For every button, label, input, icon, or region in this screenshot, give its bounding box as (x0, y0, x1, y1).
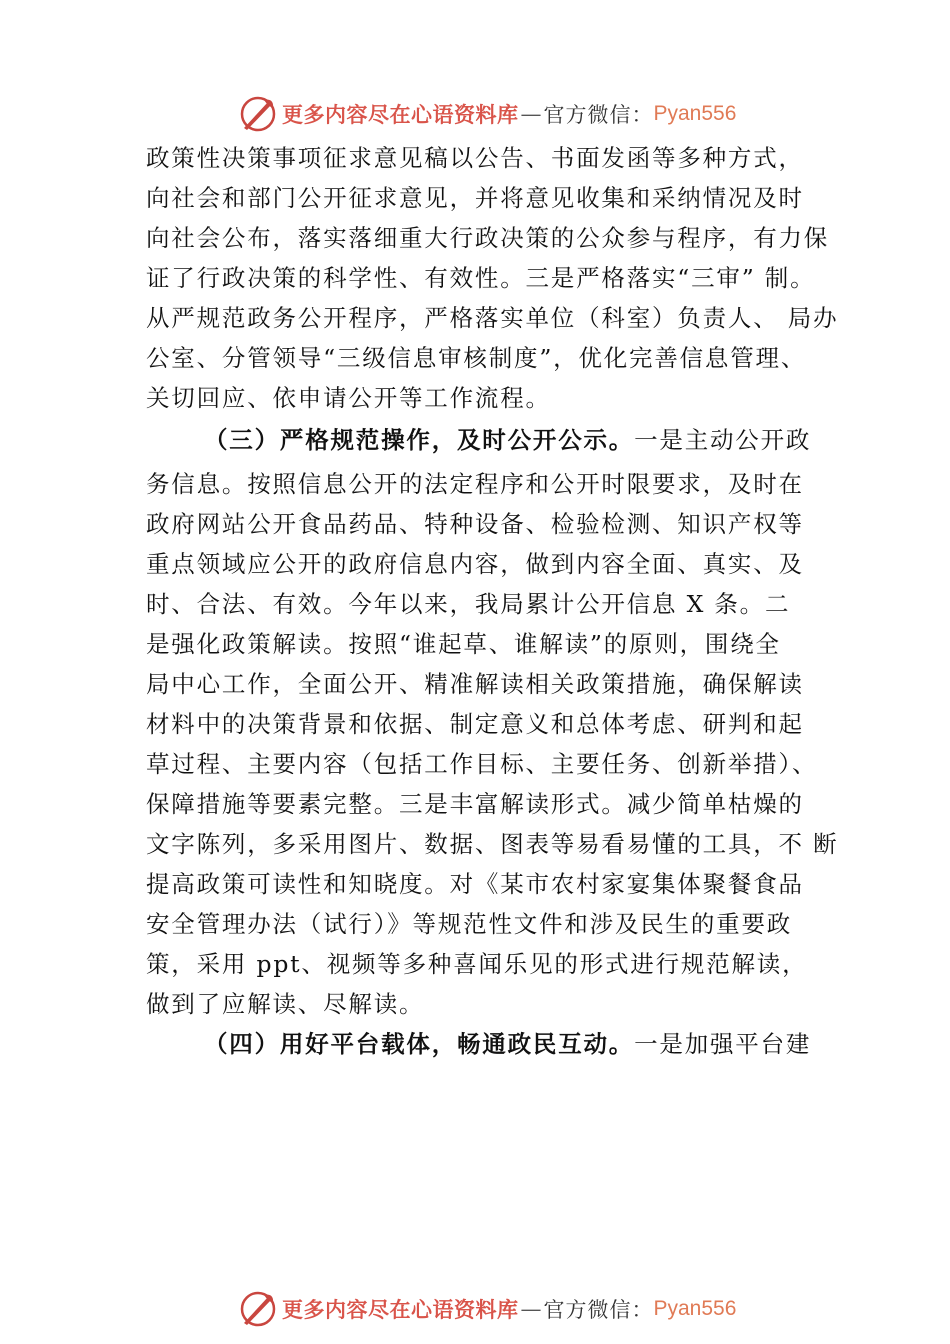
text-line: 务信息。按照信息公开的法定程序和公开时限要求，及时在 (146, 470, 804, 498)
text-line: 草过程、主要内容（包括工作目标、主要任务、创新举措）、 (146, 750, 818, 778)
text-line: 政府网站公开食品药品、特种设备、检验检测、知识产权等 (146, 510, 804, 538)
text-line: 向社会和部门公开征求意见，并将意见收集和采纳情况及时 (146, 184, 804, 212)
brand-text: 更多内容尽在心语资料库 (282, 102, 519, 127)
text-line: 安全管理办法（试行）》等规范性文件和涉及民生的重要政 (146, 910, 793, 938)
text-line: 策，采用 ppt、视频等多种喜闻乐见的形式进行规范解读， (146, 950, 808, 978)
text-line: 重点领域应公开的政府信息内容，做到内容全面、真实、及 (146, 550, 804, 578)
separator: — (520, 102, 542, 126)
quill-pen-logo-icon (238, 94, 278, 134)
text-line: 公室、分管领导“三级信息审核制度”，优化完善信息管理、 (146, 344, 807, 372)
wechat-label: 官方微信： (543, 103, 654, 127)
text-line: 时、合法、有效。今年以来，我局累计公开信息 X 条。二 (146, 590, 791, 618)
text-line: 关切回应、依申请公开等工作流程。 (146, 384, 551, 412)
section-heading-line: （三）严格规范操作，及时公开公示。一是主动公开政 (204, 426, 812, 454)
text-line: 保障措施等要素完整。三是丰富解读形式。减少简单枯燥的 (146, 790, 804, 818)
wechat-label: 官方微信： (543, 1298, 654, 1322)
text-line: 文字陈列，多采用图片、数据、图表等易看易懂的工具，不 断 (146, 830, 839, 858)
wechat-id: Pyan556 (653, 1297, 737, 1320)
quill-pen-logo-icon (238, 1289, 278, 1329)
footer-banner (238, 1289, 736, 1329)
text-line: 局中心工作，全面公开、精准解读相关政策措施，确保解读 (146, 670, 804, 698)
text-line: 从严规范政务公开程序，严格落实单位（科室）负责人、 局办 (146, 304, 839, 332)
text-line: 做到了应解读、尽解读。 (146, 990, 425, 1018)
brand-text: 更多内容尽在心语资料库 (282, 1297, 519, 1322)
text-line: 证了行政决策的科学性、有效性。三是严格落实“三审” 制。 (146, 264, 816, 292)
section-heading: （四）用好平台载体，畅通政民互动。 (204, 1030, 635, 1058)
text-line: 向社会公布，落实落细重大行政决策的公众参与程序，有力保 (146, 224, 830, 252)
header-banner (238, 94, 736, 134)
section-heading-line: （四）用好平台载体，畅通政民互动。一是加强平台建 (204, 1030, 812, 1058)
text-line: 提高政策可读性和知晓度。对《某市农村家宴集体聚餐食品 (146, 870, 804, 898)
text-line: 政策性决策事项征求意见稿以公告、书面发函等多种方式， (146, 144, 804, 172)
section-heading: （三）严格规范操作，及时公开公示。 (204, 426, 635, 454)
wechat-id: Pyan556 (653, 102, 737, 125)
text-line: 是强化政策解读。按照“谁起草、谁解读”的原则，围绕全 (146, 630, 781, 658)
separator: — (520, 1297, 542, 1321)
text-line: 材料中的决策背景和依据、制定意义和总体考虑、研判和起 (146, 710, 804, 738)
